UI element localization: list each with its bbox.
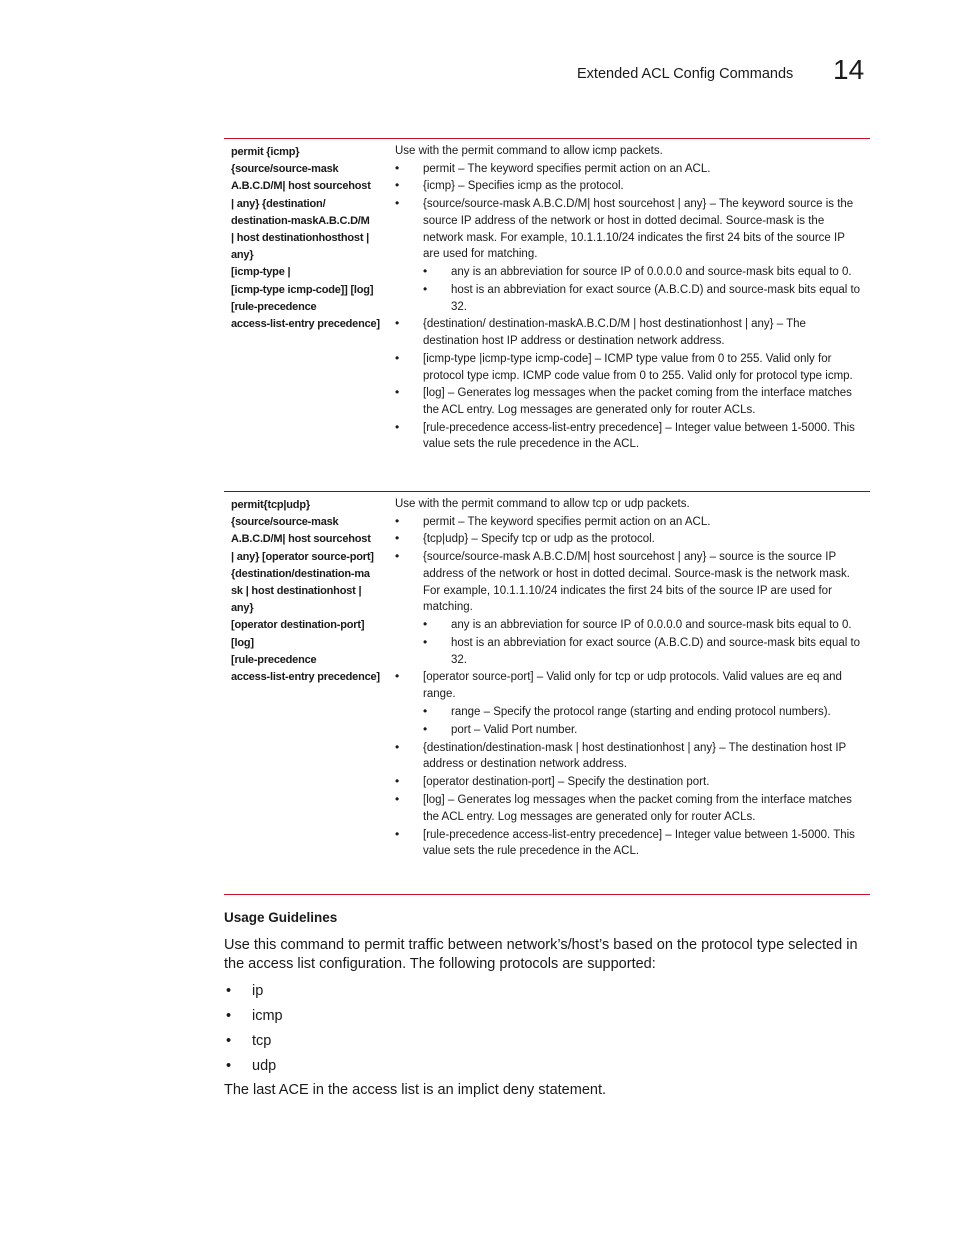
parameter-text: [operator destination-port] – Specify the destination port. <box>423 776 710 789</box>
table-row <box>224 139 870 491</box>
parameter-text: {destination/ destination-maskA.B.C.D/M | host destinationhost | any} – The destination host IP address or destination network address. <box>423 318 806 348</box>
syntax-line: [log] <box>231 636 254 649</box>
sub-list-container <box>395 264 870 315</box>
list-item <box>395 420 870 453</box>
list-item <box>395 196 870 262</box>
bullet-icon: • <box>395 669 400 684</box>
table-row <box>224 491 870 894</box>
parameter-text: [rule-precedence access-list-entry precedence] – Integer value between 1-5000. This value sets the rule precedence in the ACL. <box>423 421 855 451</box>
closing-paragraph: The last ACE in the access list is an implict deny statement. <box>224 1082 606 1098</box>
list-item: • icmp <box>226 1008 283 1024</box>
bullet-icon: • <box>395 531 400 546</box>
syntax-line: [icmp-type icmp-code]] [log] <box>231 283 374 296</box>
description-intro: Use with the permit command to allow icmp packets. <box>395 145 663 157</box>
list-item <box>423 722 870 739</box>
list-item <box>395 385 870 418</box>
bullet-icon: • <box>395 549 400 564</box>
syntax-cell <box>224 139 395 491</box>
usage-guidelines-heading: Usage Guidelines <box>224 910 338 925</box>
parameter-text: {icmp} – Specifies icmp as the protocol. <box>423 180 624 193</box>
sub-parameter-list <box>395 704 870 738</box>
syntax-line: A.B.C.D/M| host sourcehost <box>231 180 371 193</box>
bullet-icon: • <box>395 792 400 807</box>
parameter-list <box>395 161 870 453</box>
bullet-icon: • <box>395 739 400 754</box>
parameter-text: [log] – Generates log messages when the packet coming from the interface matches the ACL entry. Log messages are generated only for router ACLs. <box>423 387 852 416</box>
parameter-text: [rule-precedence access-list-entry precedence] – Integer value between 1-5000. This value sets the rule precedence in the ACL. <box>423 828 855 858</box>
syntax-line: any} <box>231 602 254 615</box>
list-item <box>423 635 870 668</box>
description-cell <box>395 492 870 894</box>
sub-parameter-text: any is an abbreviation for source IP of 0.0.0.0 and source-mask bits equal to 0. <box>451 619 852 632</box>
bullet-icon: • <box>226 1008 232 1024</box>
parameter-list <box>395 514 870 860</box>
list-item <box>395 669 870 702</box>
parameter-text: permit – The keyword specifies permit action on an ACL. <box>423 515 711 528</box>
syntax-line: | host destinationhosthost | <box>231 232 370 245</box>
parameter-text: [icmp-type |icmp-type icmp-code] – ICMP type value from 0 to 255. Valid only for protocol type icmp. ICMP code value from 0 to 255. Valid only for protocol type icmp. <box>423 352 853 382</box>
list-item <box>395 827 870 860</box>
description-intro: Use with the permit command to allow tcp or udp packets. <box>395 498 690 510</box>
bullet-icon: • <box>423 264 428 279</box>
list-item <box>395 178 870 195</box>
sub-list-container <box>395 704 870 738</box>
list-item <box>395 549 870 615</box>
parameter-text: {source/source-mask A.B.C.D/M| host sourcehost | any} – source is the source IP address of the network or host in dotted decimal. Source-mask is the network mask. For example, 10.1.1.10/24 indicates the first 24 bits of the source IP are used for matching. <box>423 551 850 614</box>
bullet-icon: • <box>395 419 400 434</box>
syntax-line: [rule-precedence <box>231 300 317 313</box>
parameter-text: {source/source-mask A.B.C.D/M| host sourcehost | any} – The keyword source is the source IP address of the network or host in dotted decimal. Source-mask is the network mask. For example, 10.1.1.10/24 indicates the first 24 bits of the source IP are used for matching. <box>423 198 854 261</box>
syntax-line: access-list-entry precedence] <box>231 318 380 331</box>
list-item <box>423 282 870 315</box>
sub-parameter-list <box>395 264 870 315</box>
sub-parameter-text: host is an abbreviation for exact source (A.B.C.D) and source-mask bits equal to 32. <box>451 283 861 313</box>
list-item <box>395 792 870 825</box>
bullet-icon: • <box>395 385 400 400</box>
usage-paragraph: Use this command to permit traffic between network’s/host’s based on the protocol type selected in the access list configuration. The following protocols are supported: <box>224 937 858 972</box>
bullet-icon: • <box>423 634 428 649</box>
chapter-number: 14 <box>833 54 865 85</box>
syntax-cell <box>224 492 395 894</box>
list-item: • ip <box>226 983 264 999</box>
bullet-icon: • <box>423 703 428 718</box>
bullet-icon: • <box>395 774 400 789</box>
list-item <box>423 617 870 634</box>
parameter-text: [operator source-port] – Valid only for tcp or udp protocols. Valid values are eq and range. <box>423 671 842 701</box>
syntax-line: {destination/destination-ma <box>231 567 370 580</box>
bullet-icon: • <box>395 350 400 365</box>
syntax-line: {source/source-mask <box>231 163 339 176</box>
protocol-list <box>224 982 283 1082</box>
bullet-icon: • <box>395 316 400 331</box>
syntax-line: sk | host destinationhost | <box>231 585 362 598</box>
parameter-text: {destination/destination-mask | host destinationhost | any} – The destination host IP address or destination network address. <box>423 741 847 771</box>
list-item <box>395 774 870 791</box>
sub-parameter-text: range – Specify the protocol range (starting and ending protocol numbers). <box>451 705 831 718</box>
bullet-icon: • <box>423 281 428 296</box>
syntax-line: permit{tcp|udp} <box>231 499 310 511</box>
sub-parameter-text: host is an abbreviation for exact source (A.B.C.D) and source-mask bits equal to 32. <box>451 636 861 666</box>
bullet-icon: • <box>423 721 428 736</box>
syntax-line: destination-maskA.B.C.D/M <box>231 214 370 227</box>
list-item: • tcp <box>226 1033 272 1049</box>
syntax-line: | any} [operator source-port] <box>231 550 374 563</box>
bullet-icon: • <box>226 1058 232 1074</box>
list-item <box>395 514 870 531</box>
syntax-line: {source/source-mask <box>231 516 339 529</box>
bullet-icon: • <box>423 617 428 632</box>
list-item <box>395 351 870 384</box>
syntax-line: A.B.C.D/M| host sourcehost <box>231 533 371 546</box>
list-item <box>395 316 870 349</box>
sub-parameter-text: port – Valid Port number. <box>451 723 578 736</box>
bullet-icon: • <box>395 513 400 528</box>
bullet-icon: • <box>226 1033 232 1049</box>
sub-parameter-list <box>395 617 870 668</box>
bullet-icon: • <box>395 178 400 193</box>
list-item <box>395 161 870 178</box>
bullet-icon: • <box>226 983 232 999</box>
list-item <box>395 531 870 548</box>
bullet-icon: • <box>395 160 400 175</box>
command-syntax-table <box>224 138 870 895</box>
list-item <box>423 704 870 721</box>
syntax-line: access-list-entry precedence] <box>231 671 380 684</box>
sub-parameter-text: any is an abbreviation for source IP of 0.0.0.0 and source-mask bits equal to 0. <box>451 266 852 279</box>
bullet-icon: • <box>395 196 400 211</box>
list-item <box>395 740 870 773</box>
syntax-line: | any} {destination/ <box>231 197 326 210</box>
description-cell <box>395 139 870 491</box>
running-header-title: Extended ACL Config Commands <box>577 66 794 82</box>
parameter-text: permit – The keyword specifies permit action on an ACL. <box>423 162 711 175</box>
syntax-line: permit {icmp} <box>231 146 300 158</box>
list-item <box>423 264 870 281</box>
sub-list-container <box>395 617 870 668</box>
parameter-text: [log] – Generates log messages when the packet coming from the interface matches the ACL entry. Log messages are generated only for router ACLs. <box>423 794 852 823</box>
syntax-line: [icmp-type | <box>231 266 291 279</box>
bullet-icon: • <box>395 826 400 841</box>
list-item: • udp <box>226 1058 277 1074</box>
parameter-text: {tcp|udp} – Specify tcp or udp as the protocol. <box>423 533 655 546</box>
syntax-line: [rule-precedence <box>231 653 317 666</box>
syntax-line: [operator destination-port] <box>231 619 365 632</box>
syntax-line: any} <box>231 249 254 262</box>
